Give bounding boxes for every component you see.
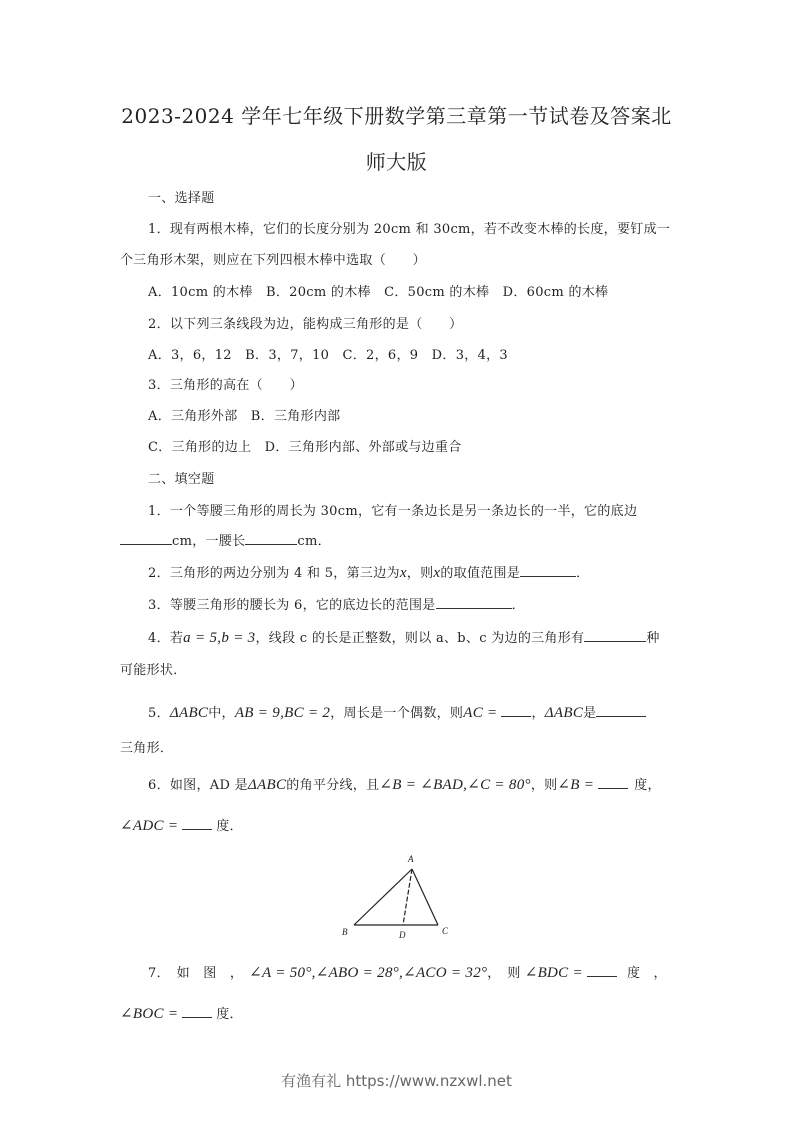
fill-q5-text: 是 bbox=[583, 706, 597, 721]
math-expression: ∠A = 50°,∠ABO = 28°,∠ACO = 32° bbox=[249, 965, 488, 981]
answer-blank bbox=[520, 564, 576, 577]
fill-q7-line2 bbox=[120, 1003, 680, 1023]
section-heading-choice: 一、选择题 bbox=[148, 191, 215, 206]
answer-blank bbox=[182, 1005, 212, 1018]
fill-q4-line2: 可能形状． bbox=[120, 663, 187, 678]
choice-q2-line1: 2．以下列三条线段为边，能构成三角形的是（ ） bbox=[148, 317, 463, 332]
math-expression: ∠BOC = bbox=[120, 1006, 179, 1022]
math-triangle: ΔABC bbox=[169, 705, 209, 721]
fill-q1-text: cm，一腰长 bbox=[172, 534, 246, 549]
fill-q3 bbox=[148, 594, 708, 613]
fill-q6-end: 度， bbox=[634, 778, 661, 793]
math-expression: AB = 9,BC = 2 bbox=[234, 705, 331, 721]
fill-q4-line1 bbox=[148, 627, 708, 647]
fill-q5-line2: 三角形． bbox=[120, 741, 174, 756]
side-ac bbox=[412, 869, 438, 925]
answer-blank bbox=[245, 532, 297, 545]
answer-blank bbox=[436, 596, 512, 609]
document-title-line2: 师大版 bbox=[365, 150, 428, 174]
fill-q5-text: 5． bbox=[148, 706, 170, 721]
triangle-figure bbox=[336, 850, 456, 940]
footer-watermark: 有渔有礼 https://www.nzxwl.net bbox=[281, 1072, 512, 1090]
fill-q6-text: 的角平分线，且 bbox=[286, 778, 380, 793]
math-expression: a = 5,b = 3 bbox=[183, 630, 256, 646]
answer-blank bbox=[120, 532, 172, 545]
math-var: x bbox=[433, 565, 441, 581]
fill-q4-text: ，线段 c 的长是正整数，则以 a、b、c 为边的三角形有 bbox=[255, 631, 585, 646]
math-expression: ∠B = ∠BAD,∠C = 80° bbox=[379, 777, 531, 793]
answer-blank bbox=[596, 704, 646, 717]
fill-q2-text: 2．三角形的两边分别为 4 和 5，第三边为 bbox=[148, 566, 400, 581]
fill-q7-end: 度 ， bbox=[626, 966, 667, 981]
math-expression: ∠ADC = bbox=[120, 818, 179, 834]
choice-q2-options: A．3，6，12 B．3，7，10 C．2，6，9 D．3，4，3 bbox=[148, 348, 509, 363]
fill-q7-text: ， 则 bbox=[487, 966, 521, 981]
fill-q1-line2 bbox=[120, 530, 680, 549]
fill-q1-text-end: cm． bbox=[297, 534, 331, 549]
fill-q7-end: 度． bbox=[216, 1007, 243, 1022]
fill-q7-text: 7． 如 图 ， bbox=[148, 966, 244, 981]
answer-blank bbox=[587, 964, 617, 977]
label-a: A bbox=[408, 854, 414, 864]
answer-blank bbox=[598, 776, 628, 789]
choice-q3-line1: 3．三角形的高在（ ） bbox=[148, 378, 303, 393]
answer-blank bbox=[501, 704, 531, 717]
fill-q6-text: 6．如图，AD 是 bbox=[148, 778, 248, 793]
math-expression: AC = bbox=[463, 705, 498, 721]
fill-q1-line1: 1．一个等腰三角形的周长为 30cm，它有一条边长是另一条边长的一半，它的底边 bbox=[148, 504, 638, 519]
fill-q5-line1 bbox=[148, 702, 708, 722]
label-d: D bbox=[399, 930, 406, 940]
side-ab bbox=[354, 869, 412, 925]
label-b: B bbox=[342, 927, 348, 937]
math-expression: ∠B = bbox=[557, 777, 595, 793]
answer-blank bbox=[584, 629, 646, 642]
fill-q4-text: 4．若 bbox=[148, 631, 184, 646]
fill-q4-end: 种 bbox=[646, 631, 660, 646]
fill-q5-text: 中， bbox=[208, 706, 235, 721]
fill-q2-text: 的取值范围是 bbox=[440, 566, 521, 581]
bisector-ad bbox=[403, 869, 412, 925]
fill-q5-text: ， bbox=[531, 706, 545, 721]
fill-q2 bbox=[148, 562, 708, 582]
math-triangle: ΔABC bbox=[544, 705, 584, 721]
math-var: x bbox=[399, 565, 407, 581]
document-title-line1: 2023-2024 学年七年级下册数学第三章第一节试卷及答案北 bbox=[121, 104, 672, 128]
choice-q3-options-cd: C．三角形的边上 D．三角形内部、外部或与边重合 bbox=[148, 440, 462, 455]
fill-q5-text: ，周长是一个偶数，则 bbox=[330, 706, 464, 721]
fill-q7-line1 bbox=[148, 962, 708, 982]
math-triangle: ΔABC bbox=[247, 777, 287, 793]
fill-q2-end: ． bbox=[576, 566, 590, 581]
answer-blank bbox=[182, 817, 212, 830]
choice-q1-line1: 1．现有两根木棒，它们的长度分别为 20cm 和 30cm，若不改变木棒的长度，要钉成一 bbox=[148, 222, 671, 237]
fill-q6-line1 bbox=[148, 774, 708, 794]
section-heading-fill: 二、填空题 bbox=[148, 472, 215, 487]
fill-q6-end: 度． bbox=[216, 819, 243, 834]
choice-q1-line2: 个三角形木架，则应在下列四根木棒中选取（ ） bbox=[120, 253, 426, 268]
label-c: C bbox=[442, 926, 449, 936]
fill-q3-end: ． bbox=[511, 598, 525, 613]
choice-q3-options-ab: A．三角形外部 B．三角形内部 bbox=[148, 409, 341, 424]
fill-q2-text: ，则 bbox=[406, 566, 434, 581]
fill-q6-line2 bbox=[120, 815, 680, 835]
choice-q1-options: A．10cm 的木棒 B．20cm 的木棒 C．50cm 的木棒 D．60cm 的木棒 bbox=[148, 285, 609, 300]
math-expression: ∠BDC = bbox=[524, 965, 583, 981]
fill-q3-text: 3．等腰三角形的腰长为 6，它的底边长的范围是 bbox=[148, 598, 436, 613]
fill-q6-text: ，则 bbox=[530, 778, 558, 793]
